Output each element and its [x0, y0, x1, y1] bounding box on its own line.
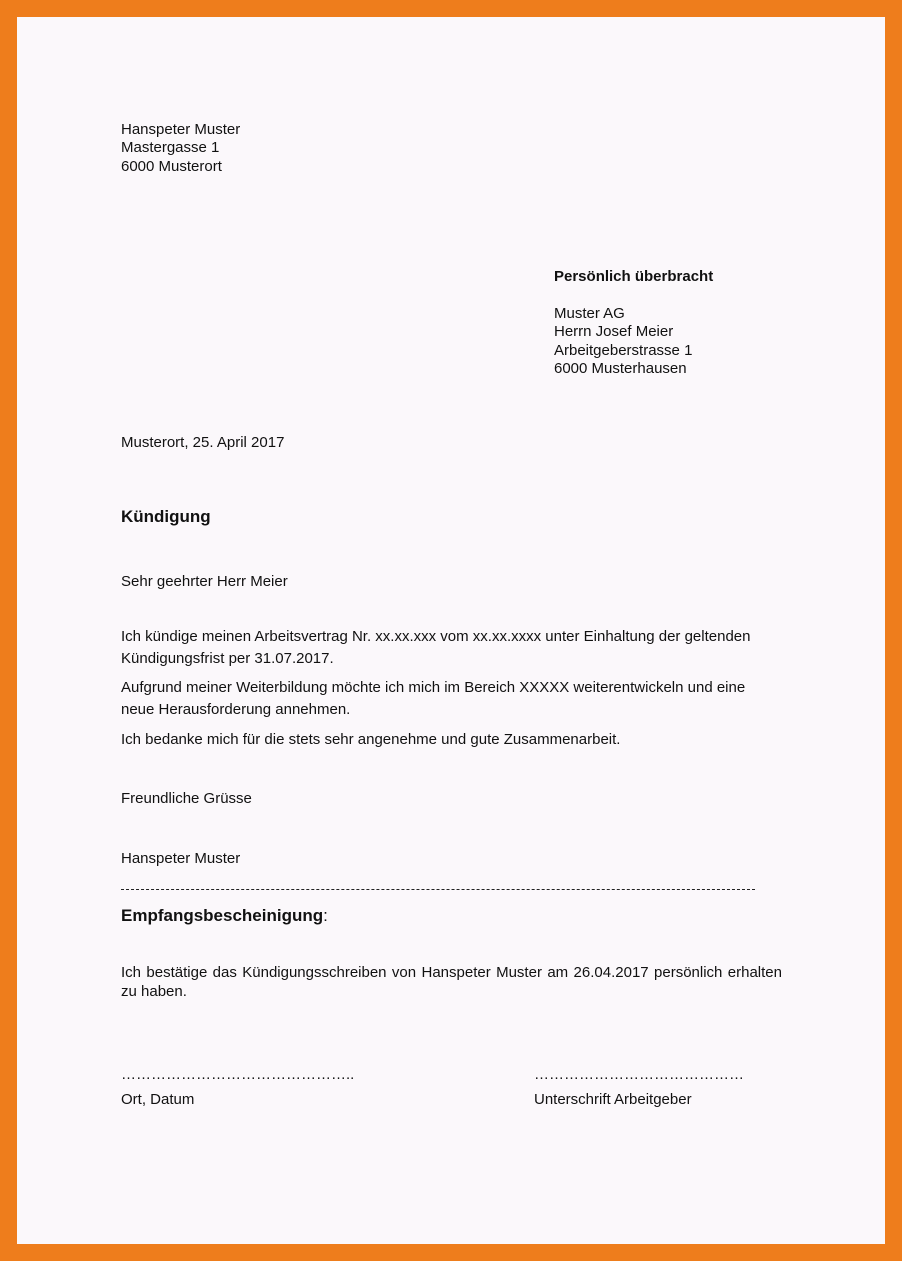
recipient-company: Muster AG [554, 305, 625, 322]
employer-signature-line: …………………………………… [534, 1066, 744, 1083]
paragraph-2-line-2: neue Herausforderung annehmen. [121, 701, 351, 718]
recipient-street: Arbeitgeberstrasse 1 [554, 342, 693, 359]
receipt-title-colon: : [323, 906, 328, 925]
sender-street: Mastergasse 1 [121, 139, 220, 156]
subject-heading: Kündigung [121, 507, 211, 526]
paragraph-2-line-1: Aufgrund meiner Weiterbildung möchte ich mich im Bereich XXXXX weiterentwickeln und eine [121, 679, 746, 696]
closing: Freundliche Grüsse [121, 790, 252, 807]
sender-name: Hanspeter Muster [121, 121, 241, 138]
paragraph-3: Ich bedanke mich für die stets sehr angenehme und gute Zusammenarbeit. [121, 731, 621, 748]
place-date: Musterort, 25. April 2017 [121, 434, 285, 451]
place-date-label: Ort, Datum [121, 1091, 195, 1108]
employer-signature-label: Unterschrift Arbeitgeber [534, 1091, 692, 1108]
salutation: Sehr geehrter Herr Meier [121, 573, 288, 590]
sender-city: 6000 Musterort [121, 158, 222, 175]
recipient-city: 6000 Musterhausen [554, 360, 687, 377]
recipient-person: Herrn Josef Meier [554, 323, 674, 340]
signature-name: Hanspeter Muster [121, 850, 241, 867]
cut-line-divider [121, 889, 755, 890]
letter-page [17, 17, 885, 1244]
delivery-note: Persönlich überbracht [554, 268, 714, 285]
paragraph-1-line-2: Kündigungsfrist per 31.07.2017. [121, 650, 334, 667]
receipt-title [121, 907, 328, 926]
receipt-title-text: Empfangsbescheinigung [121, 906, 324, 925]
place-date-signature-line: ……………………………………….. [121, 1066, 355, 1083]
paragraph-1-line-1: Ich kündige meinen Arbeitsvertrag Nr. xx.xx.xxx vom xx.xx.xxxx unter Einhaltung der geltenden [121, 628, 751, 645]
receipt-text: Ich bestätige das Kündigungsschreiben von Hanspeter Muster am 26.04.2017 persönlich erhalten zu haben. [121, 964, 782, 1000]
